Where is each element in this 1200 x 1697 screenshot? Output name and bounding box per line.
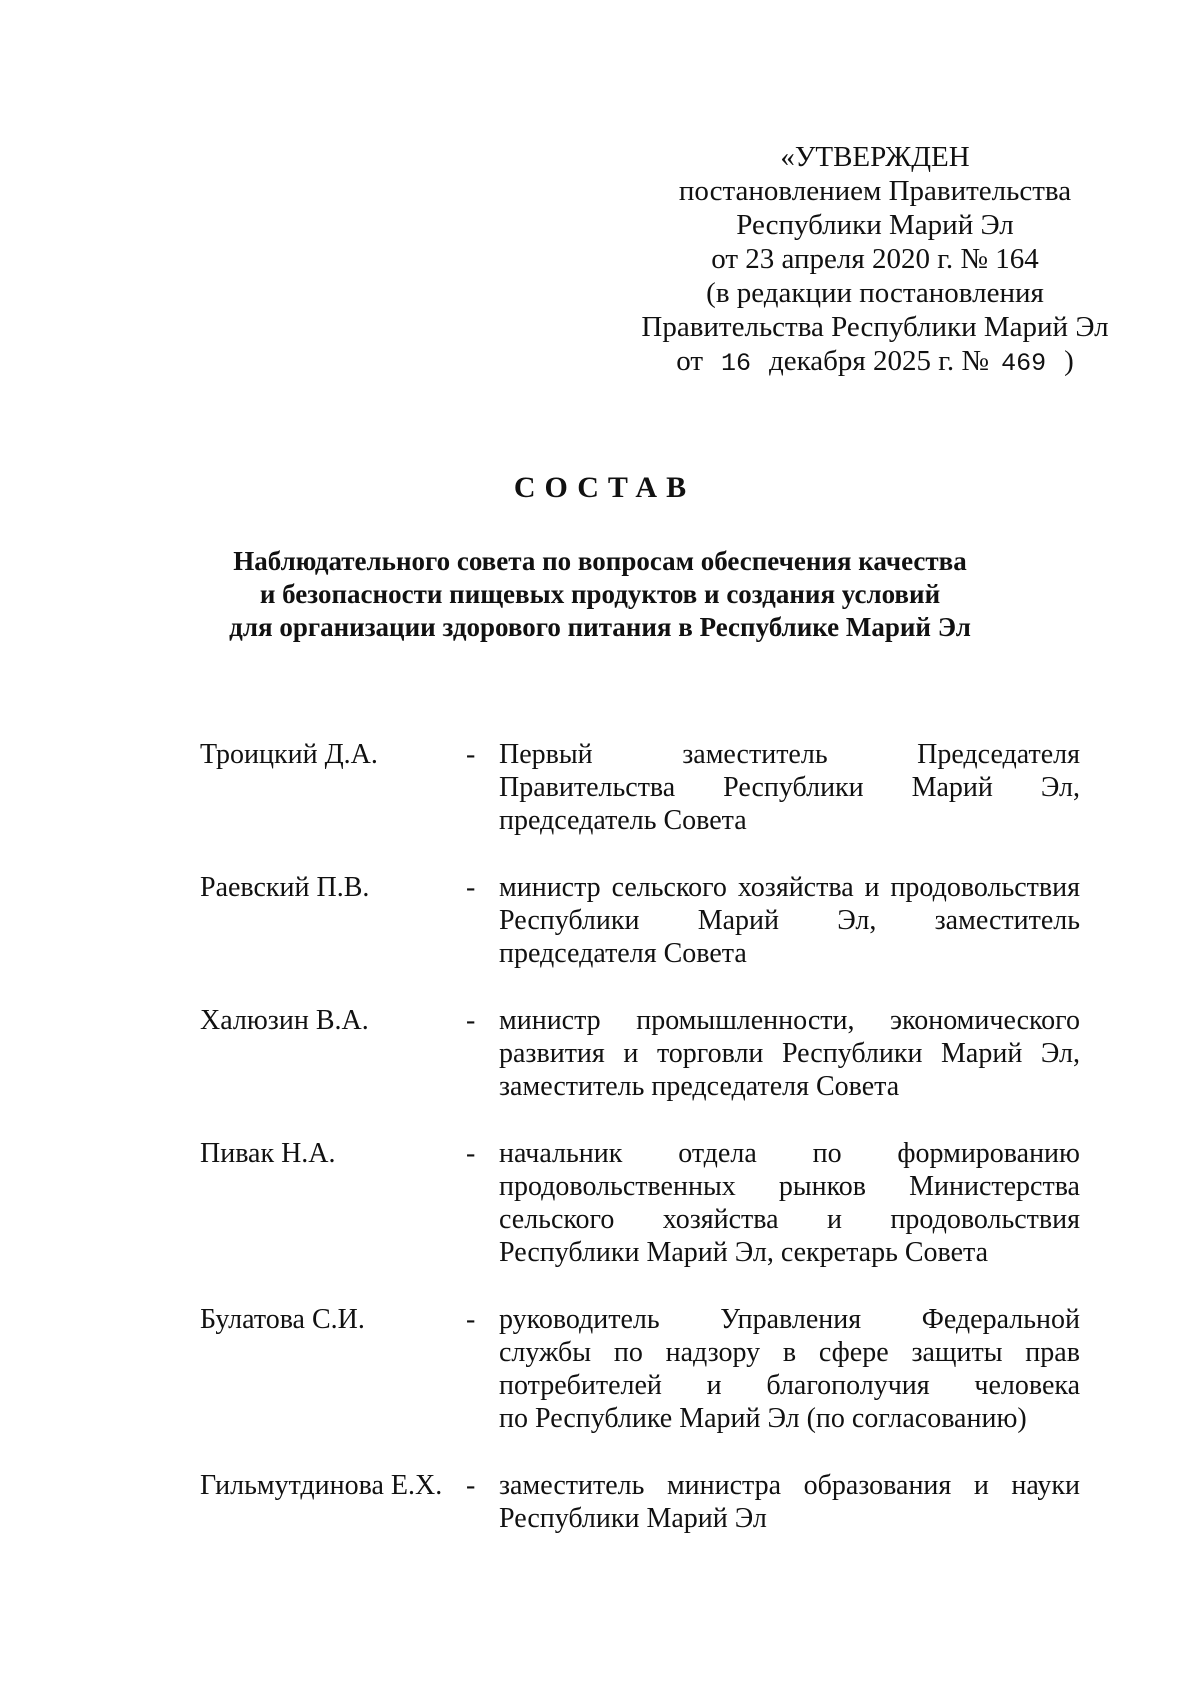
member-role — [499, 1469, 1080, 1535]
subtitle-line-1: Наблюдательного совета по вопросам обеспечения качества — [233, 546, 967, 576]
member-name: Халюзин В.А. — [200, 1005, 369, 1036]
approval-date-prefix: от — [676, 345, 704, 377]
member-name: Троицкий Д.А. — [200, 739, 378, 770]
member-role-text: Марий — [697, 905, 780, 936]
member-role-text: Республики Марий Эл — [499, 1503, 767, 1534]
approval-date-month-year: декабря 2025 г. № — [769, 345, 990, 377]
member-role-text: экономического — [890, 1005, 1080, 1036]
member-role-text: министр сельского хозяйства и продовольствия — [499, 872, 1080, 903]
member-entry — [200, 738, 1080, 837]
member-role-text: министр — [499, 1005, 601, 1036]
member-role-text: прав — [1025, 1337, 1080, 1368]
approval-line-2: постановлением Правительства — [678, 175, 1072, 207]
approval-stamp-block — [640, 140, 1110, 381]
member-role-text: продовольственных — [499, 1171, 736, 1202]
member-role-line — [499, 1137, 1080, 1170]
member-role-line — [499, 1004, 1080, 1037]
member-entry — [200, 1004, 1080, 1103]
member-role-line — [499, 1236, 1080, 1269]
member-role-text: по Республике Марий Эл (по согласованию) — [499, 1403, 1027, 1434]
member-role-text: промышленности, — [636, 1005, 855, 1036]
approval-line-4: от 23 апреля 2020 г. № 164 — [711, 243, 1039, 275]
member-role-text: образования — [803, 1470, 952, 1501]
member-role-text: Эл, — [1040, 772, 1080, 803]
member-role-text: и — [706, 1370, 722, 1401]
member-role-text: Республики — [499, 905, 640, 936]
member-dash: - — [466, 872, 476, 903]
member-role — [499, 1137, 1080, 1269]
member-role-text: сфере — [818, 1337, 889, 1368]
member-role-line — [499, 1402, 1080, 1435]
member-role-text: председатель Совета — [499, 805, 747, 836]
member-role-text: заместитель председателя Совета — [499, 1071, 900, 1102]
member-role-text: Министерства — [909, 1171, 1080, 1202]
approval-close-paren: ) — [1064, 345, 1074, 377]
member-role — [499, 871, 1080, 970]
member-role-line — [499, 1469, 1080, 1502]
member-role-line — [499, 871, 1080, 904]
member-role-text: Управления — [720, 1304, 862, 1335]
member-role-text: защиты — [911, 1337, 1003, 1368]
member-role-text: министра — [666, 1470, 782, 1501]
member-role — [499, 1303, 1080, 1435]
member-role-text: заместитель — [499, 1470, 645, 1501]
member-role-text: благополучия — [766, 1370, 930, 1401]
member-role-text: Республики Марий Эл, секретарь Совета — [499, 1237, 989, 1268]
member-role-line — [499, 937, 1080, 970]
member-dash: - — [466, 1470, 476, 1501]
member-role-line — [499, 1303, 1080, 1336]
member-role-line — [499, 1070, 1080, 1103]
member-name: Раевский П.В. — [200, 872, 370, 903]
approval-line-1: «УТВЕРЖДЕН — [780, 141, 970, 173]
approval-line-5: (в редакции постановления — [706, 277, 1044, 309]
member-role-text: председателя Совета — [499, 938, 747, 969]
member-entry — [200, 1137, 1080, 1269]
subtitle-line-3: для организации здорового питания в Республике Марий Эл — [229, 612, 971, 642]
member-role — [499, 738, 1080, 837]
member-role-text: Эл, — [837, 905, 877, 936]
member-dash: - — [466, 1304, 476, 1335]
member-role-text: Первый — [499, 739, 593, 770]
subtitle-line-2: и безопасности пищевых продуктов и создания условий — [259, 579, 941, 609]
member-role-line — [499, 738, 1080, 771]
approval-decree-number: 469 — [1001, 349, 1047, 378]
member-role-text: Правительства — [499, 772, 676, 803]
member-role-text: Марий — [911, 772, 993, 803]
member-role-text: заместитель — [934, 905, 1080, 936]
member-role-line — [499, 1037, 1080, 1070]
member-role-line — [499, 1336, 1080, 1369]
member-name: Булатова С.И. — [200, 1304, 365, 1335]
member-role-line — [499, 1203, 1080, 1236]
approval-line-7 — [640, 344, 1110, 381]
member-entry — [200, 1469, 1080, 1535]
member-role-line — [499, 771, 1080, 804]
member-role-line — [499, 1369, 1080, 1402]
member-role-text: по — [613, 1337, 643, 1368]
member-role-text: человека — [974, 1370, 1080, 1401]
member-role-text: и — [827, 1204, 842, 1235]
approval-line-3: Республики Марий Эл — [736, 209, 1014, 241]
approval-date-day: 16 — [721, 349, 752, 378]
member-role-line — [499, 1502, 1080, 1535]
member-role-text: продовольствия — [890, 1204, 1080, 1235]
member-role-text: потребителей — [499, 1370, 662, 1401]
member-role-text: Председателя — [917, 739, 1080, 770]
member-role-text: отдела — [678, 1138, 757, 1169]
member-role-text: службы — [499, 1337, 592, 1368]
member-role-line — [499, 904, 1080, 937]
member-dash: - — [466, 739, 476, 770]
member-role-text: руководитель — [499, 1304, 660, 1335]
member-role-line — [499, 1170, 1080, 1203]
members-list — [200, 738, 1080, 1569]
member-role-text: формированию — [897, 1138, 1080, 1169]
member-role-text: по — [812, 1138, 842, 1169]
member-dash: - — [466, 1138, 476, 1169]
member-role-line — [499, 804, 1080, 837]
member-name: Пивак Н.А. — [200, 1138, 336, 1169]
member-role-text: рынков — [778, 1171, 867, 1202]
approval-line-6: Правительства Республики Марий Эл — [641, 311, 1109, 343]
member-role-text: Республики — [723, 772, 864, 803]
document-title: СОСТАВ — [513, 471, 696, 504]
member-dash: - — [466, 1005, 476, 1036]
member-role-text: хозяйства — [662, 1204, 779, 1235]
member-entry — [200, 871, 1080, 970]
member-role-text: развития и торговли Республики Марий Эл, — [499, 1038, 1080, 1069]
member-role-text: сельского — [499, 1204, 615, 1235]
member-role-text: и — [973, 1470, 989, 1501]
member-role-text: науки — [1011, 1470, 1080, 1501]
member-role-text: в — [782, 1337, 797, 1368]
member-role — [499, 1004, 1080, 1103]
member-entry — [200, 1303, 1080, 1435]
member-role-text: надзору — [665, 1337, 761, 1368]
member-role-text: Федеральной — [921, 1304, 1080, 1335]
document-subtitle — [150, 545, 1050, 644]
member-role-text: заместитель — [682, 739, 828, 770]
member-name: Гильмутдинова Е.Х. — [200, 1470, 443, 1501]
member-role-text: начальник — [499, 1138, 623, 1169]
